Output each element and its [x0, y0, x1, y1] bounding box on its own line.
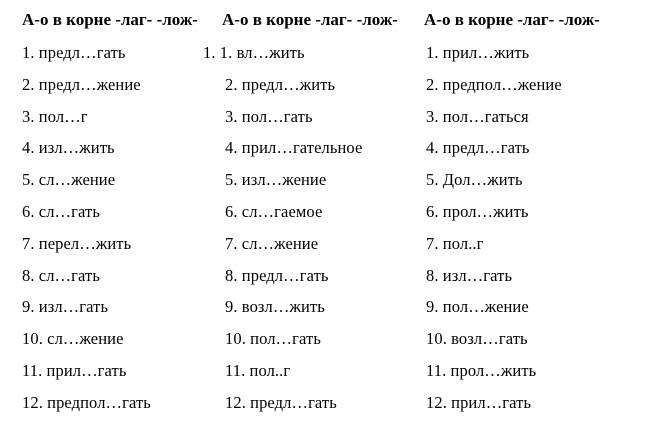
exercise-item: 7. перел…жить	[22, 233, 132, 253]
exercise-item: 10. сл…жение	[22, 329, 124, 349]
exercise-item: 2. предл…жить	[225, 74, 336, 94]
exercise-item: 10. пол…гать	[225, 329, 321, 349]
column-2-title: А-о в корне -лаг- -лож-	[222, 10, 398, 29]
header-row	[22, 9, 662, 33]
exercise-item: 8. предл…гать	[225, 265, 329, 285]
exercise-item: 7. сл…жение	[225, 233, 319, 253]
exercise-item: 4. прил…гательное	[225, 138, 363, 158]
exercise-item: 3. пол…гаться	[426, 106, 529, 126]
exercise-item: 1. предл…гать	[22, 43, 126, 62]
exercise-item: 6. прол…жить	[426, 201, 529, 221]
exercise-item: 1. прил…жить	[426, 43, 530, 62]
exercise-item: 3. пол…гать	[225, 106, 313, 126]
exercise-item: 8. сл…гать	[22, 265, 100, 285]
exercise-item: 6. сл…гаемое	[225, 201, 323, 221]
exercise-item: 9. изл…гать	[22, 297, 109, 317]
exercise-item: 5. Дол…жить	[426, 170, 523, 190]
column-1-title: А-о в корне -лаг- -лож-	[22, 10, 198, 29]
exercise-item: 12. предпол…гать	[22, 392, 151, 412]
column-1	[22, 40, 232, 422]
column-2	[203, 40, 413, 422]
exercise-item: 2. предпол…жение	[426, 74, 562, 94]
exercise-item: 11. пол..г	[225, 360, 291, 380]
exercise-item: 8. изл…гать	[426, 265, 513, 285]
exercise-item: 5. изл…жение	[225, 170, 327, 190]
exercise-item: 10. возл…гать	[426, 329, 528, 349]
exercise-item: 7. пол..г	[426, 233, 484, 253]
exercise-item: 5. сл…жение	[22, 170, 116, 190]
exercise-item: 6. сл…гать	[22, 201, 100, 221]
exercise-item: 12. предл…гать	[225, 392, 337, 412]
column-3-title: А-о в корне -лаг- -лож-	[424, 10, 600, 29]
exercise-item: 4. предл…гать	[426, 138, 530, 158]
exercise-item: 4. изл…жить	[22, 138, 115, 158]
exercise-item: 11. прол…жить	[426, 360, 537, 380]
column-3	[426, 40, 636, 422]
exercise-item: 12. прил…гать	[426, 392, 532, 412]
exercise-item: 3. пол…г	[22, 106, 88, 126]
exercise-item: 11. прил…гать	[22, 360, 127, 380]
exercise-item: 9. пол…жение	[426, 297, 529, 317]
exercise-item: 9. возл…жить	[225, 297, 325, 317]
exercise-item: 1. 1. вл…жить	[203, 43, 305, 62]
exercise-item: 2. предл…жение	[22, 74, 141, 94]
